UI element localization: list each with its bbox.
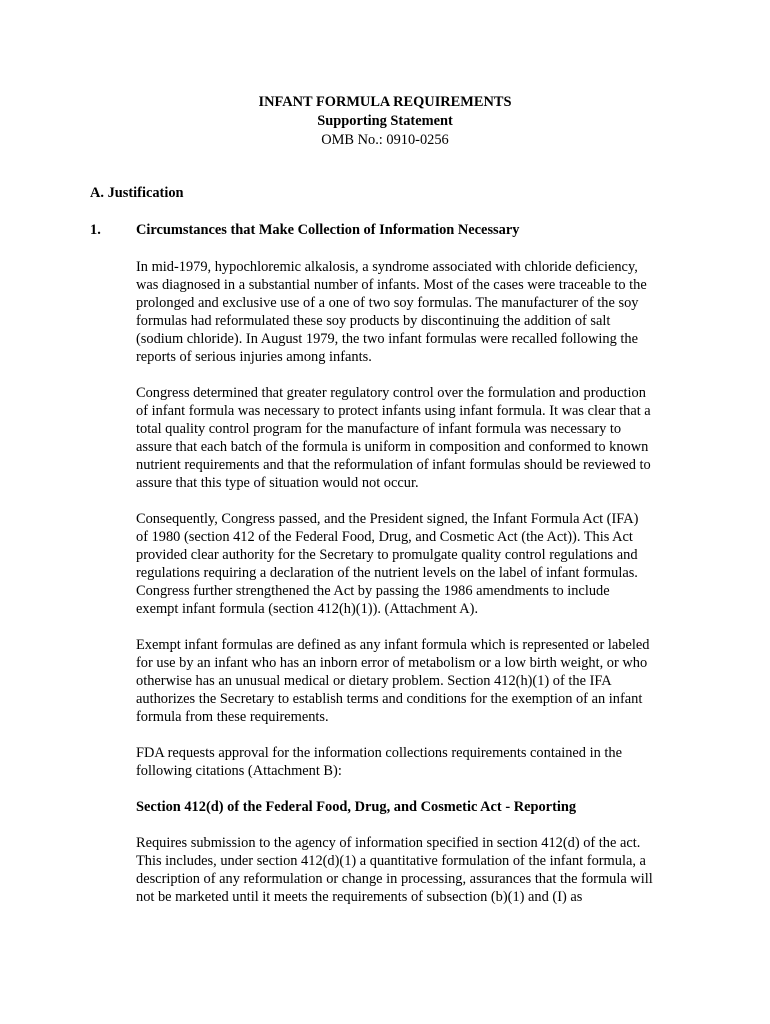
paragraph-line: assure that this type of situation would not occur. <box>136 475 419 491</box>
paragraph-line: exempt infant formula (section 412(h)(1)). (Attachment A). <box>136 601 479 617</box>
paragraph-5 <box>136 744 688 780</box>
paragraph-line: Requires submission to the agency of information specified in section 412(d) of the act. <box>136 835 641 851</box>
paragraph-line: Congress determined that greater regulatory control over the formulation and production <box>136 385 646 401</box>
omb-number: OMB No.: 0910-0256 <box>321 132 449 148</box>
paragraph-line: formula from these requirements. <box>136 709 329 725</box>
paragraph-line: for use by an infant who has an inborn error of metabolism or a low birth weight, or who <box>136 655 648 671</box>
item-title: Circumstances that Make Collection of Information Necessary <box>136 222 520 238</box>
paragraph-line: prolonged and exclusive use of a one of two soy formulas. The manufacturer of the soy <box>136 295 639 311</box>
document-subtitle: Supporting Statement <box>317 113 453 129</box>
item-number: 1. <box>90 222 101 238</box>
paragraph-1 <box>136 258 688 366</box>
paragraph-line: description of any reformulation or change in processing, assurances that the formula will <box>136 871 653 887</box>
paragraph-line: (sodium chloride). In August 1979, the two infant formulas were recalled following the <box>136 331 638 347</box>
paragraph-line: nutrient requirements and that the reformulation of infant formulas should be reviewed to <box>136 457 651 473</box>
paragraph-2 <box>136 384 688 492</box>
paragraph-line: FDA requests approval for the information collections requirements contained in the <box>136 745 622 761</box>
document-header <box>0 93 770 150</box>
paragraph-line: Consequently, Congress passed, and the President signed, the Infant Formula Act (IFA) <box>136 511 639 527</box>
document-body <box>136 258 688 924</box>
paragraph-line: was diagnosed in a substantial number of infants. Most of the cases were traceable to the <box>136 277 647 293</box>
paragraph-line: total quality control program for the manufacture of infant formula was necessary to <box>136 421 622 437</box>
paragraph-line: of infant formula was necessary to protect infants using infant formula. It was clear that a <box>136 403 651 419</box>
paragraph-line: Congress further strengthened the Act by passing the 1986 amendments to include <box>136 583 610 599</box>
paragraph-line: Exempt infant formulas are defined as any infant formula which is represented or labeled <box>136 637 650 653</box>
subsection-paragraph <box>136 834 688 906</box>
paragraph-line: regulations requiring a declaration of the nutrient levels on the label of infant formulas. <box>136 565 638 581</box>
paragraph-line: otherwise has an unusual medical or dietary problem. Section 412(h)(1) of the IFA <box>136 673 612 689</box>
document-title: INFANT FORMULA REQUIREMENTS <box>258 94 512 110</box>
subsection-heading: Section 412(d) of the Federal Food, Drug, and Cosmetic Act - Reporting <box>136 799 577 815</box>
paragraph-line: In mid-1979, hypochloremic alkalosis, a syndrome associated with chloride deficiency, <box>136 259 638 275</box>
paragraph-line: authorizes the Secretary to establish terms and conditions for the exemption of an infant <box>136 691 643 707</box>
paragraph-line: reports of serious injuries among infants. <box>136 349 372 365</box>
section-heading: A. Justification <box>90 185 184 201</box>
paragraph-4 <box>136 636 688 726</box>
paragraph-line: not be marketed until it meets the requirements of subsection (b)(1) and (I) as <box>136 889 583 905</box>
paragraph-line: following citations (Attachment B): <box>136 763 342 779</box>
paragraph-line: provided clear authority for the Secretary to promulgate quality control regulations and <box>136 547 638 563</box>
paragraph-line: This includes, under section 412(d)(1) a quantitative formulation of the infant formula, a <box>136 853 646 869</box>
paragraph-3 <box>136 510 688 618</box>
paragraph-line: assure that each batch of the formula is uniform in composition and conformed to known <box>136 439 649 455</box>
paragraph-line: formulas had reformulated these soy products by discontinuing the addition of salt <box>136 313 611 329</box>
paragraph-line: of 1980 (section 412 of the Federal Food, Drug, and Cosmetic Act (the Act)). This Act <box>136 529 633 545</box>
